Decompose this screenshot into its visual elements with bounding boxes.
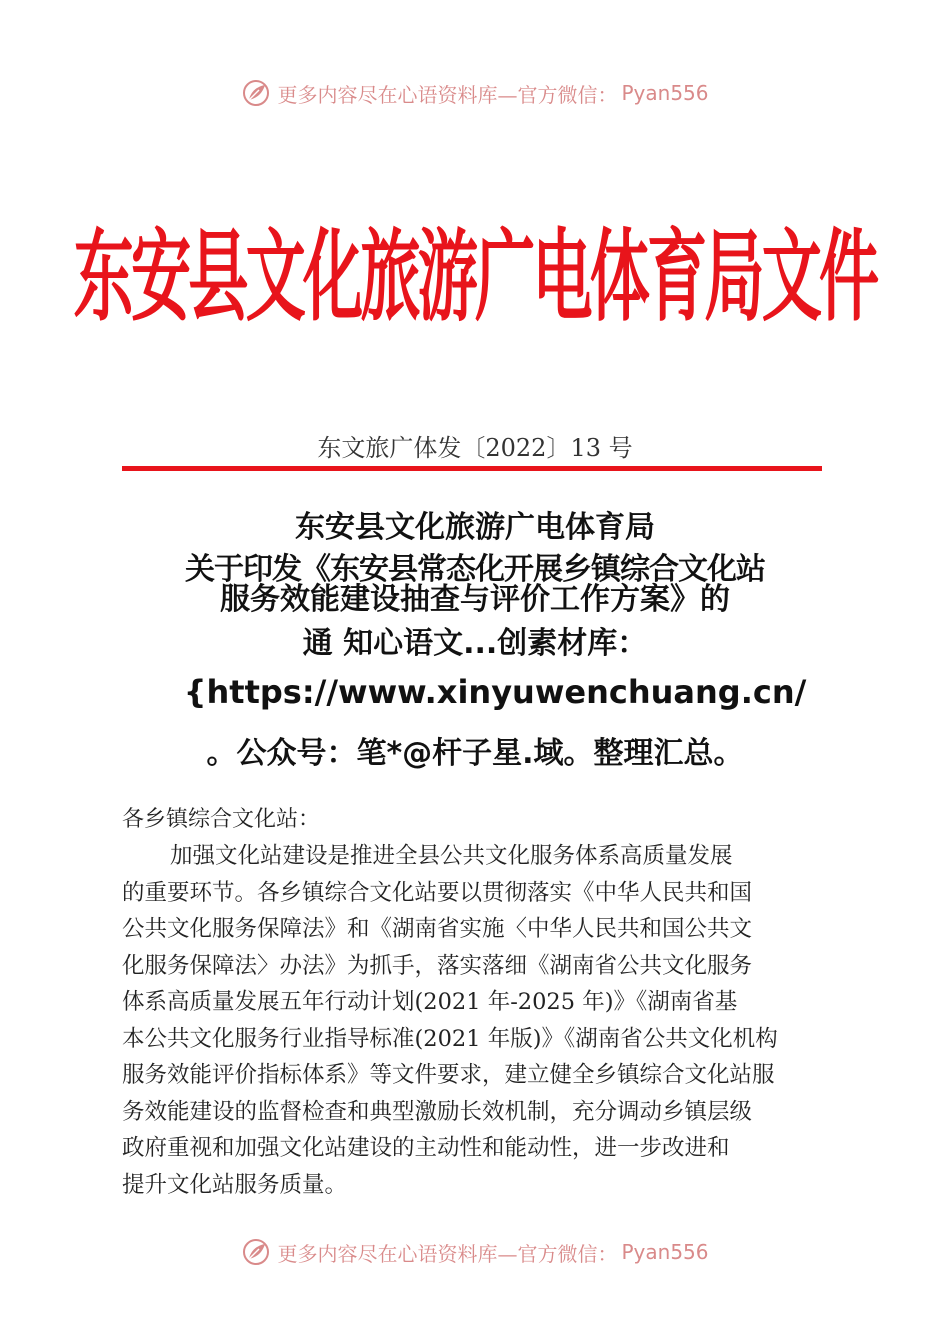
headline-line-2: 关于印发《东安县常态化开展乡镇综合文化站	[185, 552, 765, 587]
body-line: 加强文化站建设是推进全县公共文化服务体系高质量发展	[170, 843, 733, 869]
body-line: 本公共文化服务行业指导标准(2021 年版)》《湖南省公共文化机构	[122, 1025, 778, 1052]
headline-line-5: {https://www.xinyuwenchuang.cn/	[183, 673, 807, 711]
watermark-text: 更多内容尽在心语资料库—官方微信：	[277, 1241, 618, 1266]
red-divider-line	[122, 466, 822, 471]
body-line: 政府重视和加强文化站建设的主动性和能动性，进一步改进和	[122, 1135, 730, 1161]
leaf-stamp-icon	[241, 78, 271, 108]
watermark-text: 更多内容尽在心语资料库—官方微信：	[277, 82, 618, 107]
leaf-stamp-icon	[241, 1237, 271, 1267]
body-line: 服务效能评价指标体系》等文件要求，建立健全乡镇综合文化站服	[122, 1062, 775, 1088]
watermark-bottom	[0, 1232, 950, 1272]
headline-line-3: 服务效能建设抽查与评价工作方案》的	[220, 582, 730, 617]
watermark-top	[0, 73, 950, 113]
salutation: 各乡镇综合文化站：	[122, 807, 321, 832]
body-line: 体系高质量发展五年行动计划(2021 年-2025 年)》《湖南省基	[122, 989, 738, 1015]
agency-title: 东安县文化旅游广电体育局文件	[73, 221, 877, 336]
headline-line-1: 东安县文化旅游广电体育局	[295, 510, 655, 545]
body-paragraph	[122, 838, 827, 1203]
body-line: 提升文化站服务质量。	[122, 1171, 348, 1198]
document-number: 东文旅广体发〔2022〕13 号	[317, 434, 633, 462]
headline-line-6: 。公众号：笔*@杆子星.域。整理汇总。	[206, 736, 744, 771]
body-line: 公共文化服务保障法》和《湖南省实施〈中华人民共和国公共文	[122, 916, 753, 942]
watermark-wechat-id: Pyan556	[621, 81, 709, 105]
body-line: 务效能建设的监督检查和典型激励长效机制，充分调动乡镇层级	[122, 1098, 753, 1125]
body-line: 化服务保障法〉办法》为抓手，落实落细《湖南省公共文化服务	[122, 952, 753, 979]
headline-line-4: 通 知心语文...创素材库：	[302, 626, 648, 661]
body-line: 的重要环节。各乡镇综合文化站要以贯彻落实《中华人民共和国	[122, 879, 753, 906]
watermark-wechat-id: Pyan556	[621, 1240, 709, 1264]
